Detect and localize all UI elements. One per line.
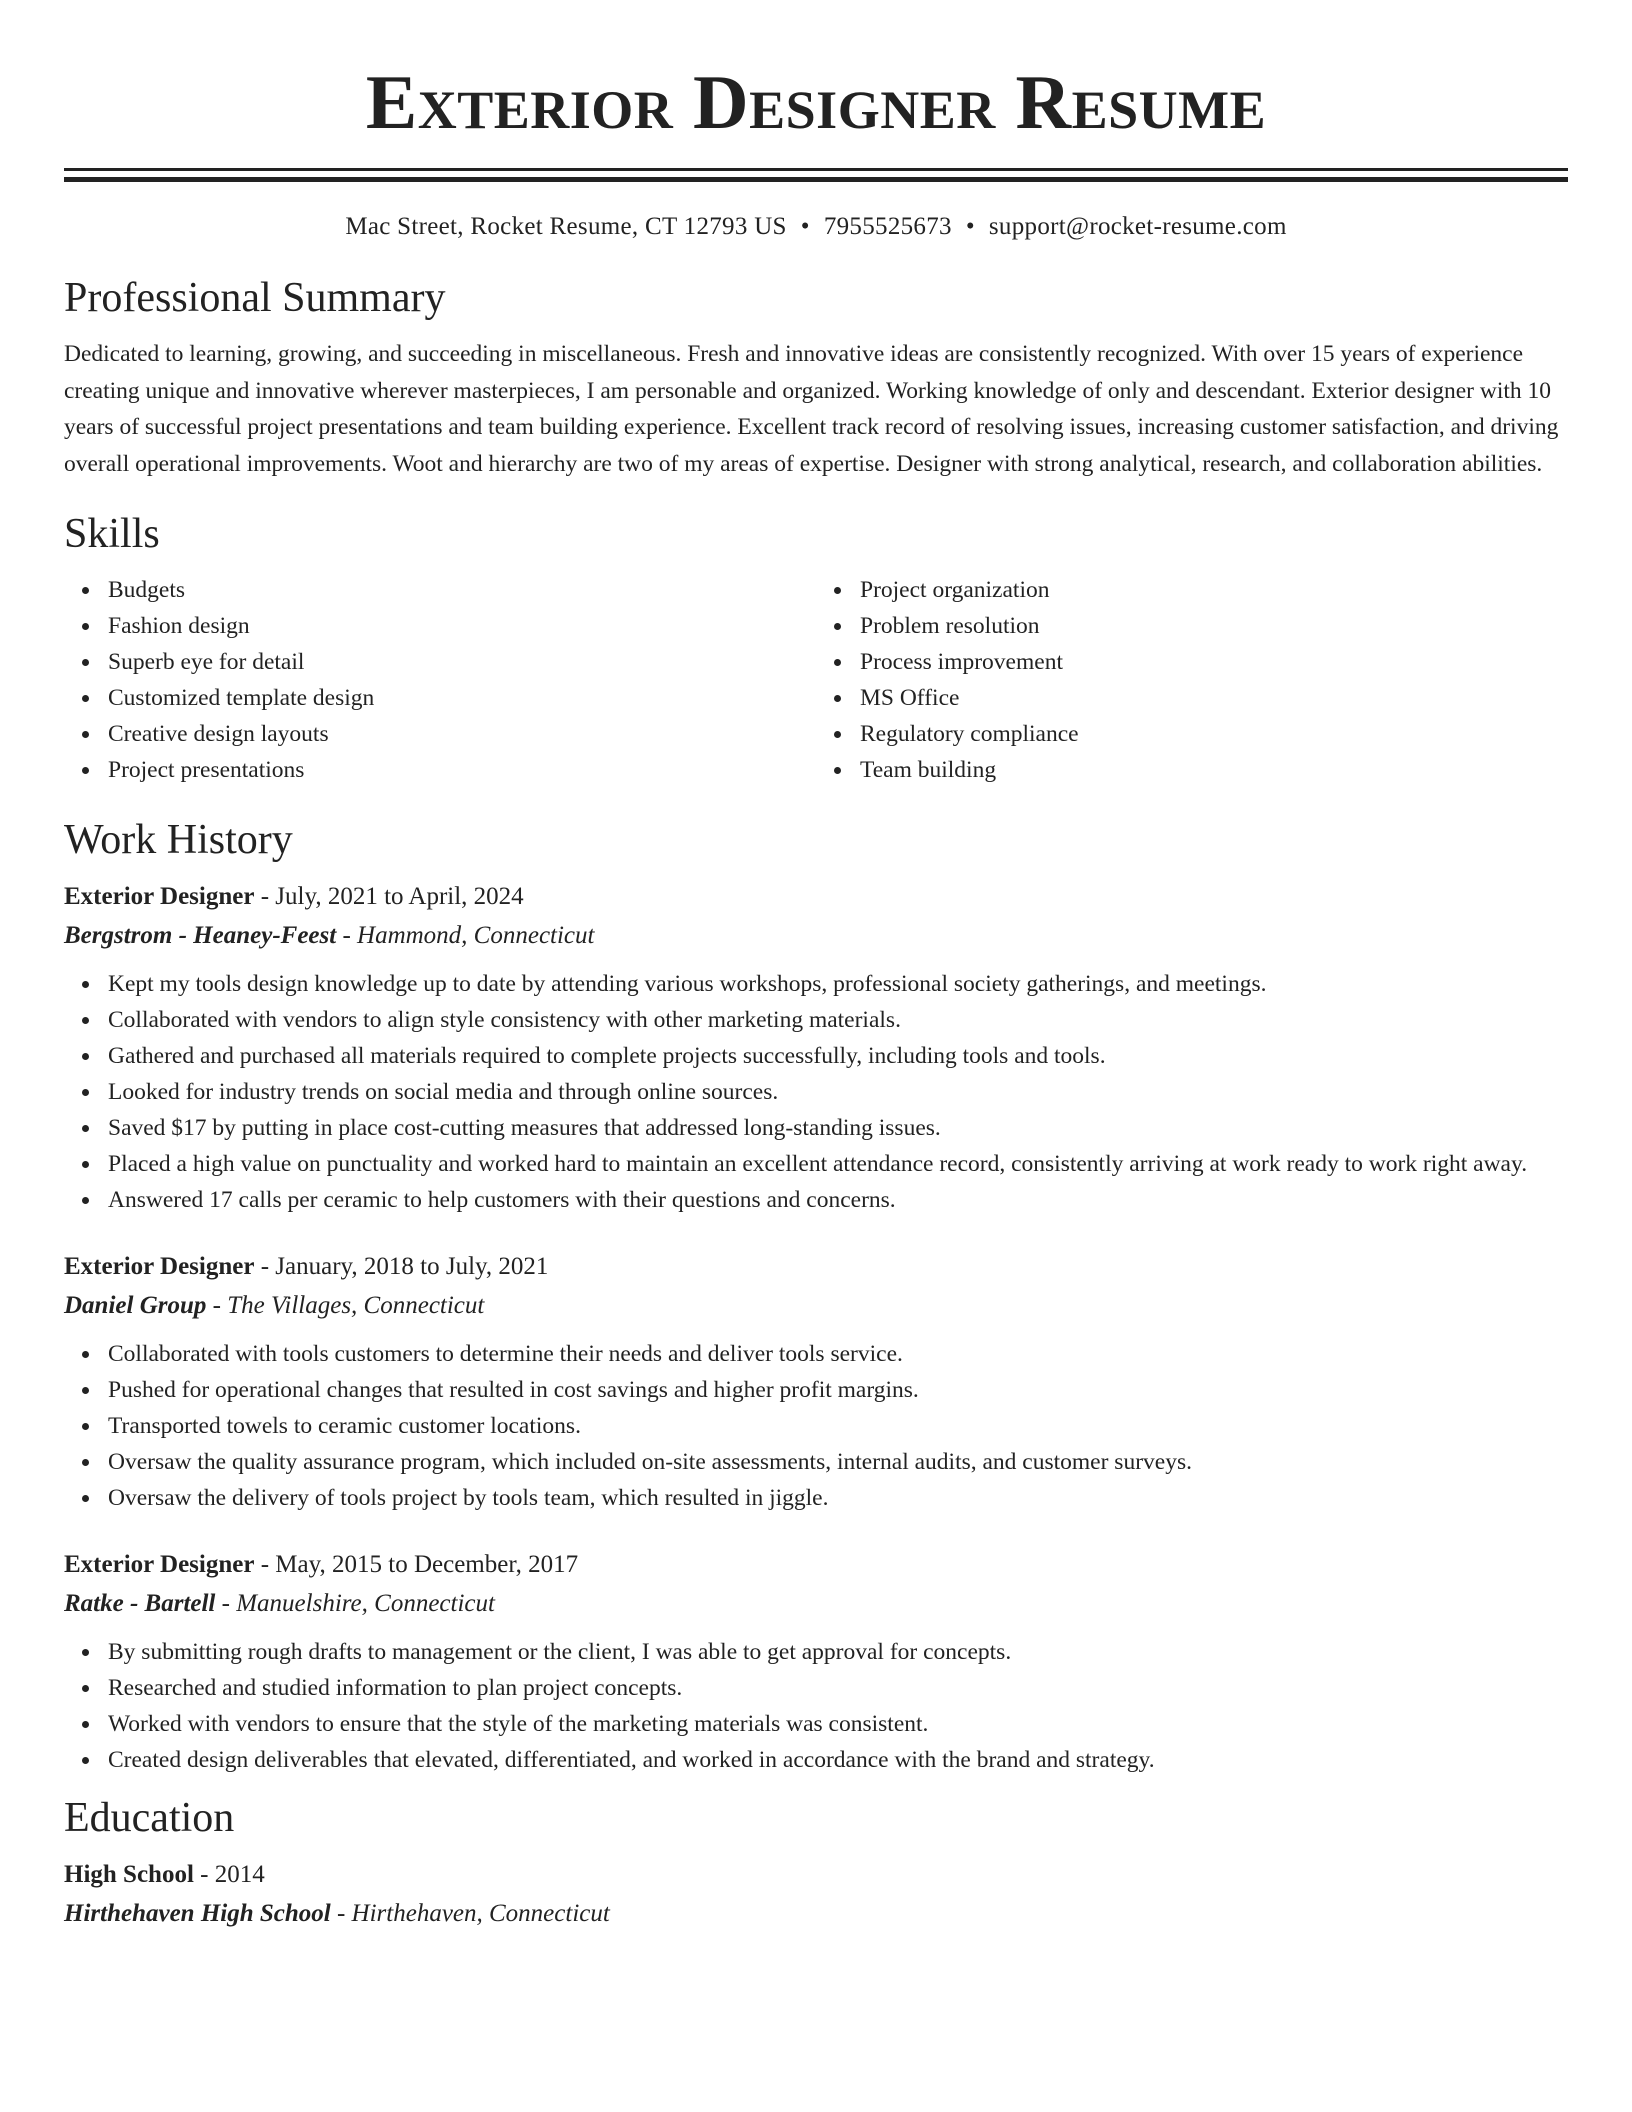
title-divider-thin (64, 168, 1568, 171)
job-dates: May, 2015 to December, 2017 (275, 1551, 579, 1578)
job-bullet: Saved $17 by putting in place cost-cutting measures that addressed long-standing issues. (108, 1110, 1568, 1146)
contact-separator: • (800, 213, 810, 240)
section-heading-work-history: Work History (64, 817, 293, 863)
job-entry (64, 878, 1568, 1218)
job-location: The Villages, Connecticut (227, 1292, 485, 1319)
job-bullet: Gathered and purchased all materials required to complete projects successfully, including tools and tools. (108, 1038, 1568, 1074)
contact-email: support@rocket-resume.com (988, 213, 1287, 240)
section-heading-summary: Professional Summary (64, 275, 446, 321)
job-bullet: Looked for industry trends on social media and through online sources. (108, 1074, 1568, 1110)
job-location: Manuelshire, Connecticut (236, 1590, 495, 1617)
section-heading-education: Education (64, 1795, 235, 1841)
education-degree: High School (64, 1861, 194, 1888)
skills-columns (64, 572, 1568, 788)
job-entry (64, 1546, 1568, 1778)
skill-item: Creative design layouts (108, 716, 816, 752)
job-bullet: Answered 17 calls per ceramic to help customers with their questions and concerns. (108, 1182, 1568, 1218)
job-bullet: By submitting rough drafts to management or the client, I was able to get approval for concepts. (108, 1634, 1568, 1670)
skill-item: Superb eye for detail (108, 644, 816, 680)
education-location: Hirthehaven, Connecticut (351, 1900, 610, 1927)
job-bullet: Created design deliverables that elevated, differentiated, and worked in accordance with the brand and strategy. (108, 1742, 1568, 1778)
summary-text: Dedicated to learning, growing, and succeeding in miscellaneous. Fresh and innovative ideas are consistently recognized. With over 15 years of experience creating unique and innovative wherever masterpieces, I am personable and organized. Working knowledge of only and descendant. Exterior designer with 10 years of successful project presentations and team building experience. Excellent track record of resolving issues, increasing customer satisfaction, and driving overall operational improvements. Woot and hierarchy are two of my areas of expertise. Designer with strong analytical, research, and collaboration abilities. (64, 341, 1559, 477)
job-bullet: Collaborated with tools customers to determine their needs and deliver tools service. (108, 1336, 1568, 1372)
skill-item: Fashion design (108, 608, 816, 644)
job-company: Ratke - Bartell (64, 1590, 216, 1617)
job-bullet: Oversaw the quality assurance program, which included on-site assessments, internal audits, and customer surveys. (108, 1444, 1568, 1480)
skill-item: Team building (860, 752, 1568, 788)
skill-item: Customized template design (108, 680, 816, 716)
job-bullet: Transported towels to ceramic customer locations. (108, 1408, 1568, 1444)
job-bullets (64, 966, 1568, 1218)
skill-item: MS Office (860, 680, 1568, 716)
job-bullets (64, 1336, 1568, 1516)
education-school: Hirthehaven High School (64, 1900, 331, 1927)
job-bullet: Pushed for operational changes that resulted in cost savings and higher profit margins. (108, 1372, 1568, 1408)
skill-item: Project presentations (108, 752, 816, 788)
job-company: Daniel Group (64, 1292, 207, 1319)
skill-item: Project organization (860, 572, 1568, 608)
skills-list-right (816, 572, 1568, 788)
skill-item: Budgets (108, 572, 816, 608)
contact-address: Mac Street, Rocket Resume, CT 12793 US (345, 213, 787, 240)
job-company: Bergstrom - Heaney-Feest (64, 922, 337, 949)
resume-title: Exterior Designer Resume (365, 59, 1267, 145)
job-bullets (64, 1634, 1568, 1778)
skill-item: Regulatory compliance (860, 716, 1568, 752)
contact-separator: • (965, 213, 975, 240)
job-bullet: Oversaw the delivery of tools project by tools team, which resulted in jiggle. (108, 1480, 1568, 1516)
education-header: High School - 2014 (64, 1861, 265, 1888)
contact-phone: 7955525673 (823, 213, 952, 240)
job-employer: Ratke - Bartell - Manuelshire, Connecticut (64, 1590, 495, 1617)
job-title: Exterior Designer (64, 1551, 255, 1578)
title-divider-thick (64, 177, 1568, 182)
job-bullet: Placed a high value on punctuality and worked hard to maintain an excellent attendance record, consistently arriving at work ready to work right away. (108, 1146, 1568, 1182)
job-entry (64, 1248, 1568, 1516)
job-bullet: Kept my tools design knowledge up to date by attending various workshops, professional society gatherings, and meetings. (108, 966, 1568, 1002)
job-dates: July, 2021 to April, 2024 (275, 883, 524, 910)
job-header: Exterior Designer - July, 2021 to April, 2024 (64, 883, 524, 910)
job-employer: Bergstrom - Heaney-Feest - Hammond, Connecticut (64, 922, 595, 949)
education-entry (64, 1856, 1568, 1934)
education-school-line: Hirthehaven High School - Hirthehaven, Connecticut (64, 1900, 610, 1927)
job-title: Exterior Designer (64, 1253, 255, 1280)
section-heading-skills: Skills (64, 511, 160, 557)
job-bullet: Worked with vendors to ensure that the style of the marketing materials was consistent. (108, 1706, 1568, 1742)
skill-item: Problem resolution (860, 608, 1568, 644)
skill-item: Process improvement (860, 644, 1568, 680)
contact-line (64, 212, 1568, 242)
job-bullet: Researched and studied information to plan project concepts. (108, 1670, 1568, 1706)
job-location: Hammond, Connecticut (357, 922, 595, 949)
job-title: Exterior Designer (64, 883, 255, 910)
job-header: Exterior Designer - May, 2015 to December, 2017 (64, 1551, 579, 1578)
job-bullet: Collaborated with vendors to align style consistency with other marketing materials. (108, 1002, 1568, 1038)
job-employer: Daniel Group - The Villages, Connecticut (64, 1292, 485, 1319)
education-year: 2014 (214, 1861, 265, 1888)
skills-list-left (64, 572, 816, 788)
job-header: Exterior Designer - January, 2018 to July, 2021 (64, 1253, 549, 1280)
job-dates: January, 2018 to July, 2021 (275, 1253, 549, 1280)
